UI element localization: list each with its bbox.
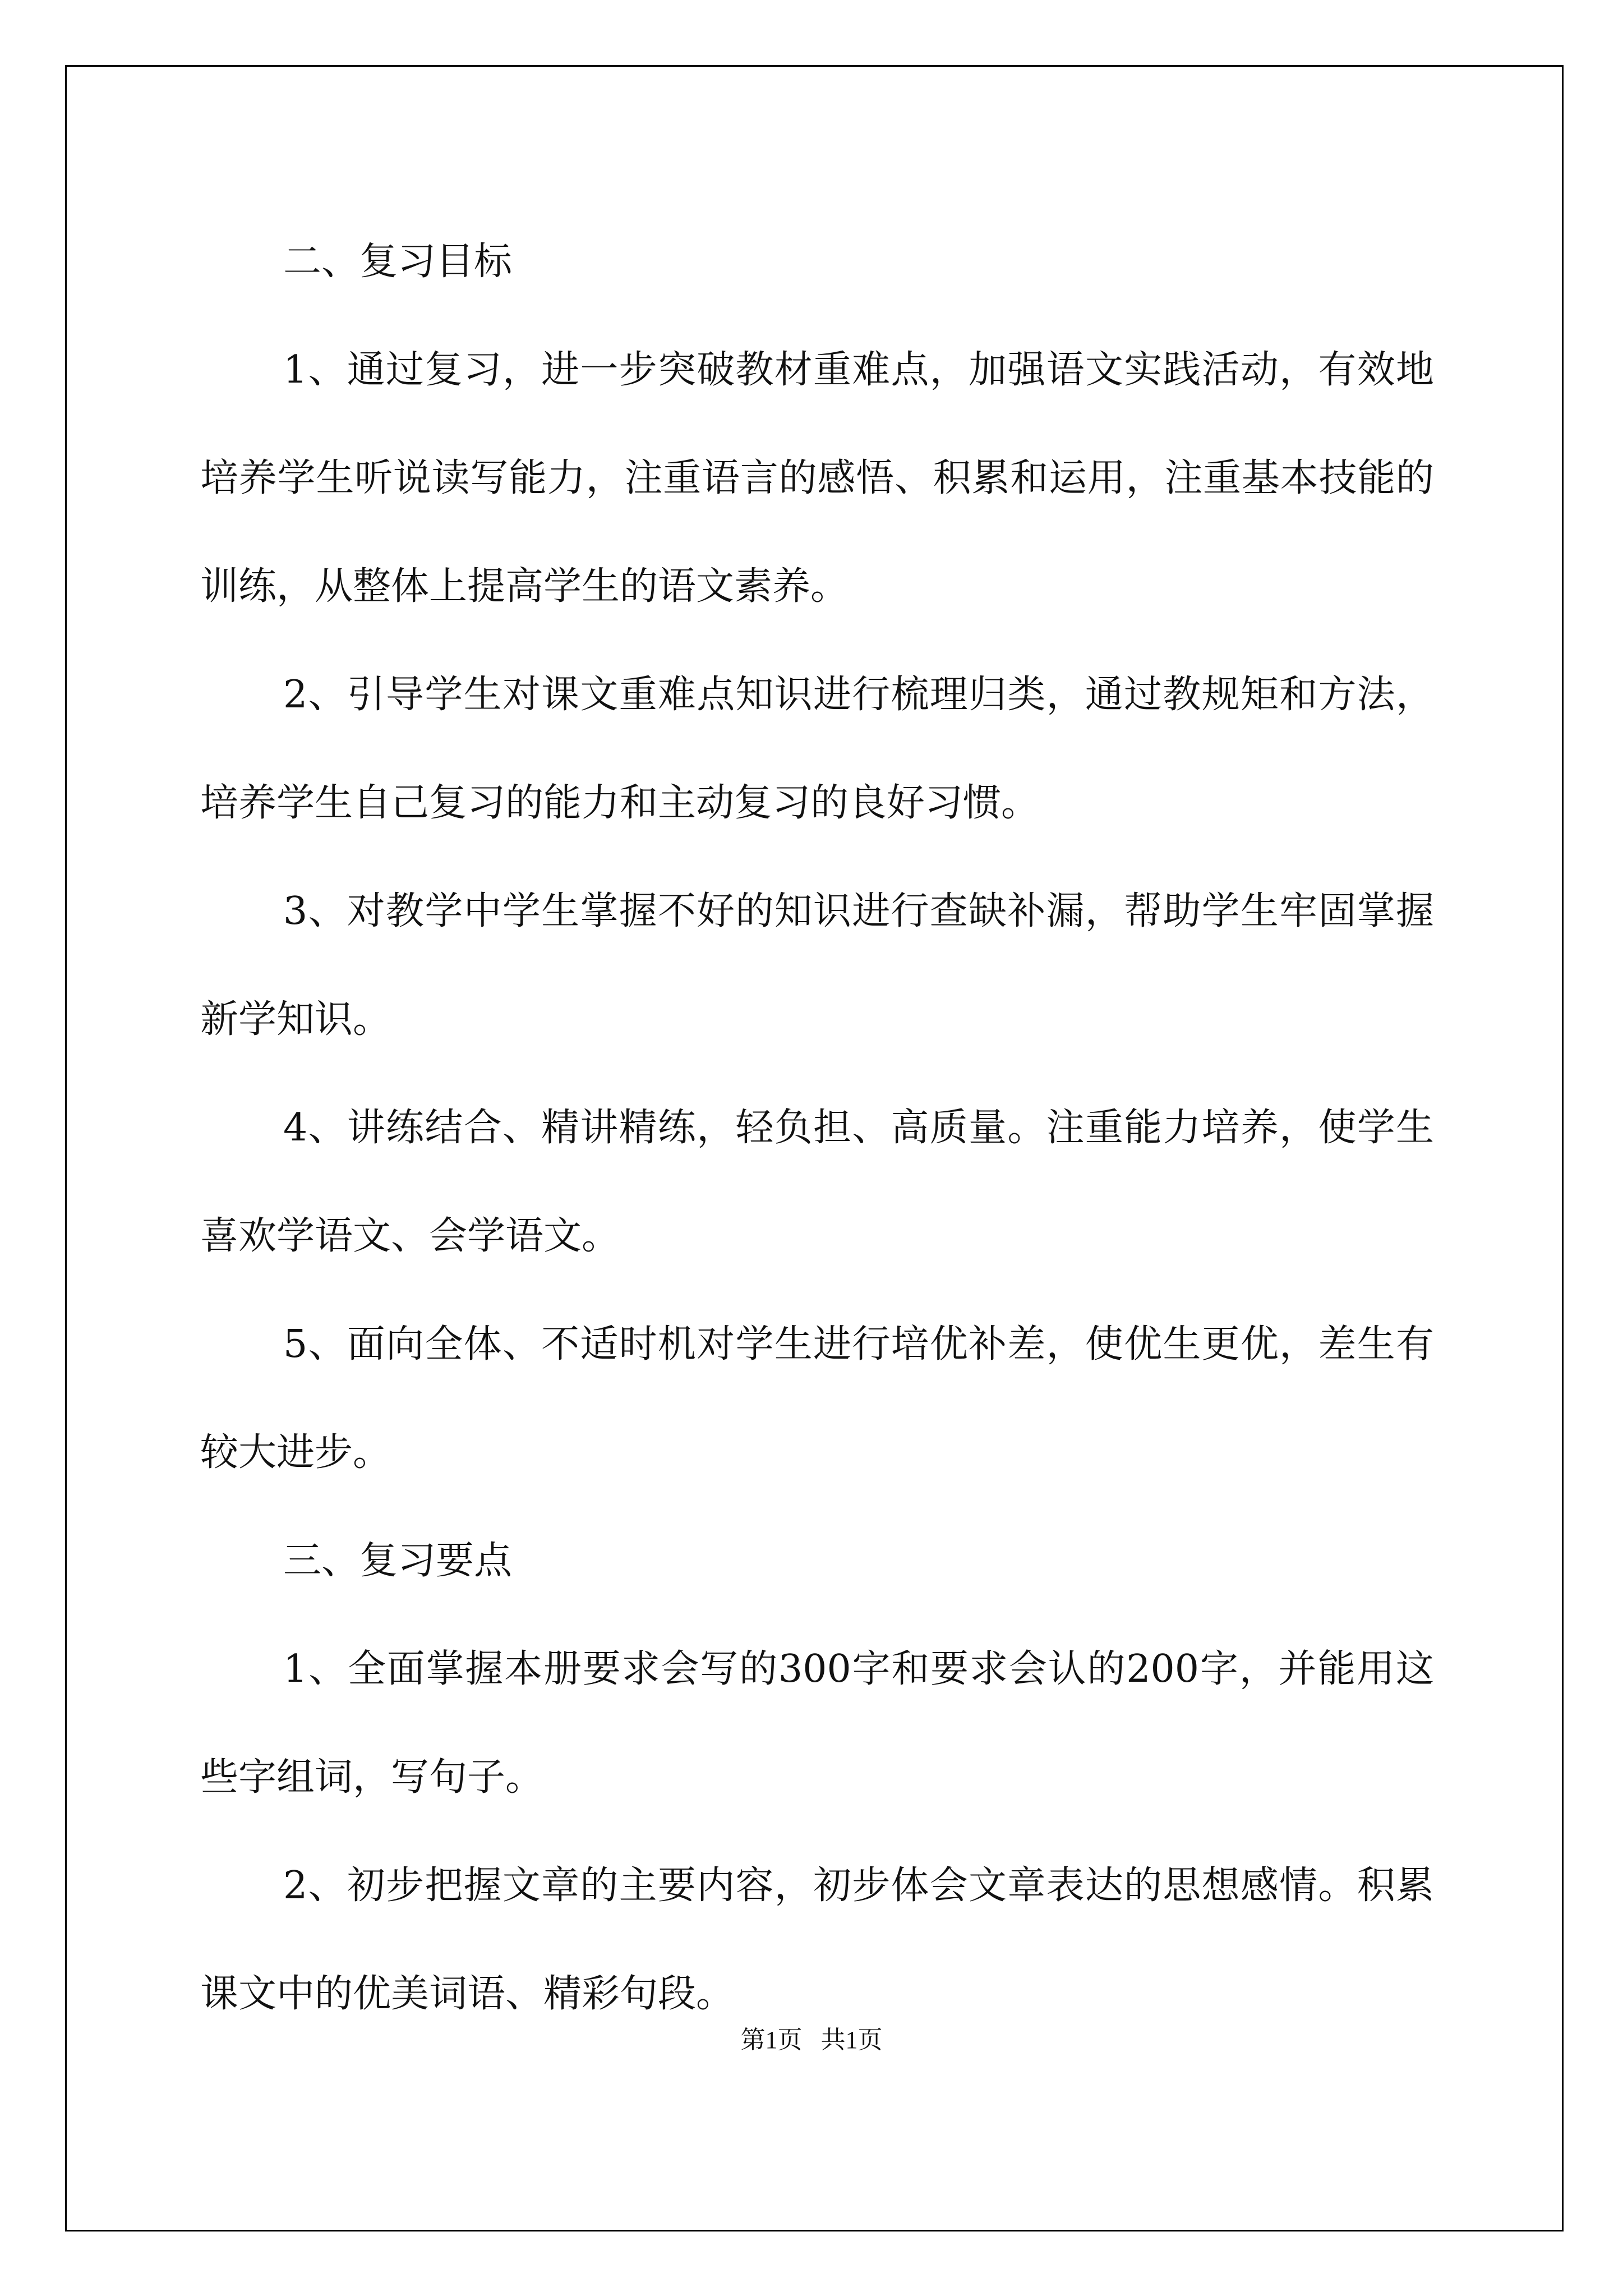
section-heading-review-goals: 二、复习目标 bbox=[283, 240, 513, 284]
document-body bbox=[200, 208, 1434, 2048]
point-item-1: 1、全面掌握本册要求会写的300字和要求会认的200字，并能用这些字组词，写句子。 bbox=[200, 1647, 1434, 1800]
goal-item-2: 2、引导学生对课文重难点知识进行梳理归类，通过教规矩和方法，培养学生自己复习的能力和主动复习的良好习惯。 bbox=[200, 673, 1434, 825]
page-footer bbox=[0, 2019, 1623, 2055]
section-heading-review-points: 三、复习要点 bbox=[283, 1539, 513, 1583]
footer-spacer bbox=[803, 2026, 821, 2054]
page-number: 第1页 bbox=[740, 2026, 803, 2054]
page-total: 共1页 bbox=[820, 2026, 883, 2054]
goal-item-4: 4、讲练结合、精讲精练，轻负担、高质量。注重能力培养，使学生喜欢学语文、会学语文。 bbox=[200, 1106, 1434, 1258]
point-item-2: 2、初步把握文章的主要内容，初步体会文章表达的思想感情。积累课文中的优美词语、精彩句段。 bbox=[200, 1864, 1434, 2016]
goal-item-3: 3、对教学中学生掌握不好的知识进行查缺补漏，帮助学生牢固掌握新学知识。 bbox=[200, 889, 1434, 1042]
goal-item-5: 5、面向全体、不适时机对学生进行培优补差，使优生更优，差生有较大进步。 bbox=[200, 1322, 1434, 1475]
goal-item-1: 1、通过复习，进一步突破教材重难点，加强语文实践活动，有效地培养学生听说读写能力，注重语言的感悟、积累和运用，注重基本技能的训练，从整体上提高学生的语文素养。 bbox=[200, 348, 1434, 609]
